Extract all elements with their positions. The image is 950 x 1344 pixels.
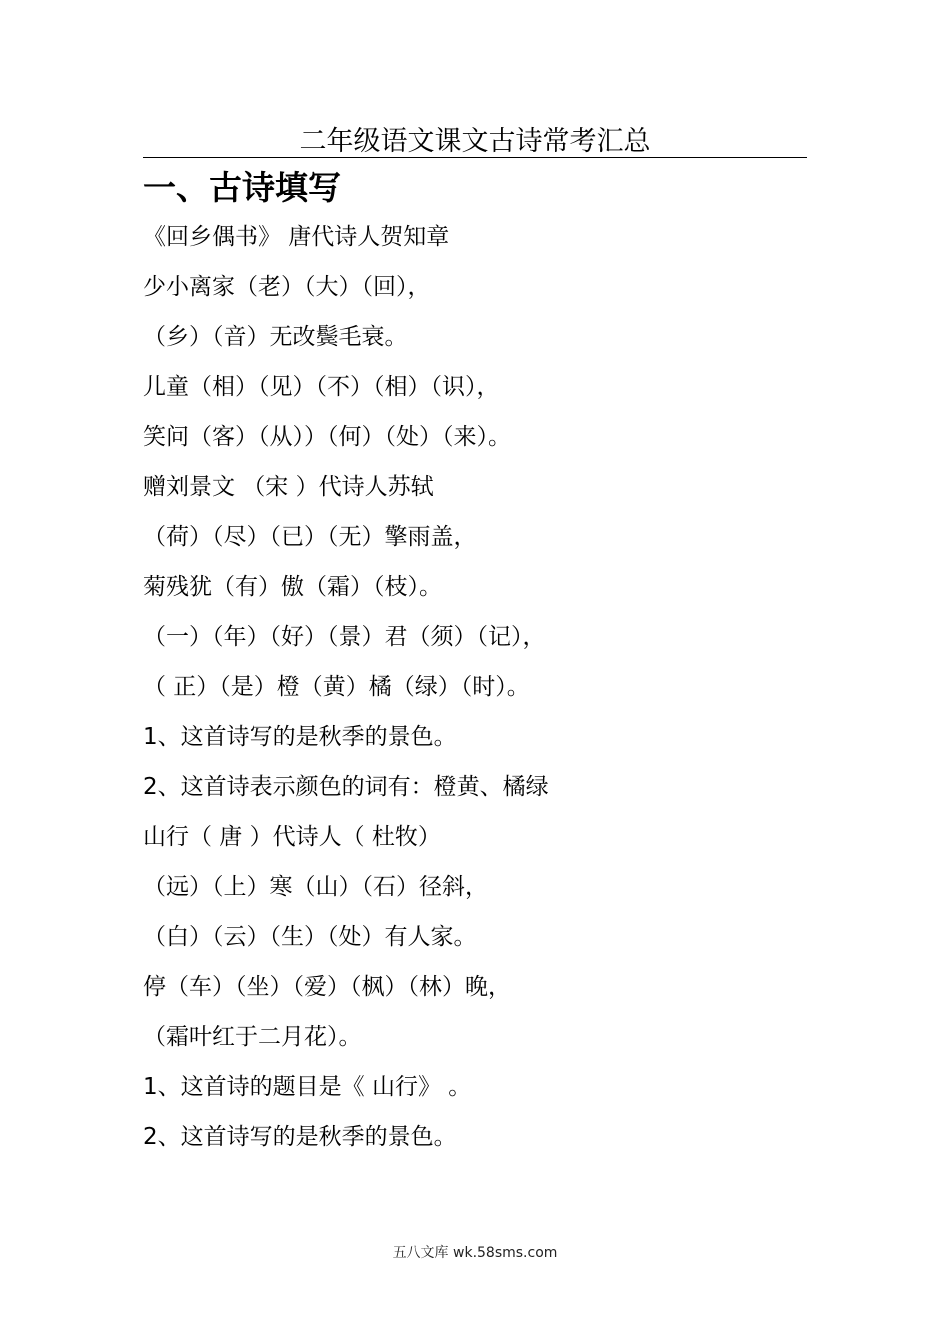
text-line: 赠刘景文 （宋 ）代诗人苏轼 [143,474,434,500]
text-line: 1、这首诗的题目是《 山行》 。 [143,1074,472,1100]
footer-watermark: 五八文库 wk.58sms.com [392,1245,558,1261]
text-line: （荷）（尽）（已）（无）擎雨盖， [143,524,477,550]
text-line: （乡）（音）无改鬓毛衰。 [143,324,408,350]
title-underline [143,157,807,158]
section-heading: 一、古诗填写 [143,168,341,207]
text-line: 《回乡偶书》 唐代诗人贺知章 [143,224,450,250]
text-line: 山行（ 唐 ）代诗人（ 杜牧） [143,824,441,850]
text-line: （远）（上）寒（山）（石）径斜， [143,874,488,900]
text-line: 停（车）（坐）（爱）（枫）（林）晚， [143,974,511,1000]
text-line: 1、这首诗写的是秋季的景色。 [143,724,457,750]
text-line: 菊残犹（有）傲（霜）（枝）。 [143,574,442,600]
text-line: （霜叶红于二月花）。 [143,1024,362,1050]
text-line: 儿童（相）（见）（不）（相）（识）， [143,374,500,400]
text-line: （白）（云）（生）（处）有人家。 [143,924,477,950]
text-line: 2、这首诗写的是秋季的景色。 [143,1124,457,1150]
text-line: 笑问（客）（从））（何）（处）（来）。 [143,424,511,450]
poem-lines [143,216,823,1166]
text-line: （ 正）（是）橙（黄）橘（绿）（时）。 [143,674,530,700]
text-line: 少小离家（老）（大）（回）， [143,274,431,300]
text-line: （一）（年）（好）（景）君（须）（记）， [143,624,546,650]
text-line: 2、这首诗表示颜色的词有：橙黄、橘绿 [143,774,549,800]
document-title: 二年级语文课文古诗常考汇总 [299,126,651,157]
